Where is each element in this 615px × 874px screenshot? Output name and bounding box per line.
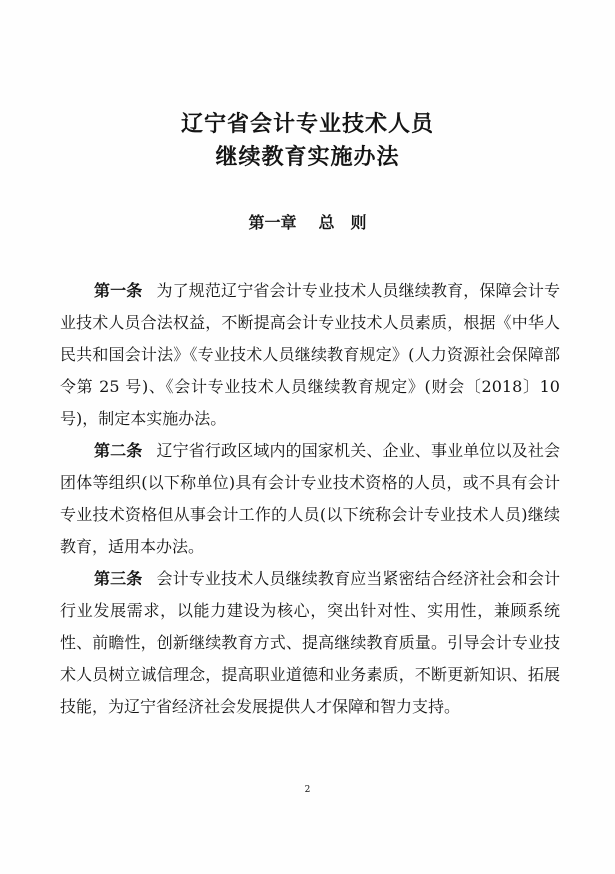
article-1-text: 为了规范辽宁省会计专业技术人员继续教育，保障会计专业技术人员合法权益，不断提高会计专业技术人员素质，根据《中华人民共和国会计法》《专业技术人员继续教育规定》(人力资源社会保障部令第 25 号)、《会计专业技术人员继续教育规定》(财会〔2018〕10 号)，制定本实施办法。 bbox=[60, 281, 560, 428]
article-3-text: 会计专业技术人员继续教育应当紧密结合经济社会和会计行业发展需求，以能力建设为核心，突出针对性、实用性，兼顾系统性、前瞻性，创新继续教育方式、提高继续教育质量。引导会计专业技术人员树立诚信理念，提高职业道德和业务素质，不断更新知识、拓展技能，为辽宁省经济社会发展提供人才保障和智力支持。 bbox=[60, 569, 560, 716]
document-title-line-1: 辽宁省会计专业技术人员 bbox=[180, 112, 434, 137]
chapter-name-part-1: 总 bbox=[318, 213, 335, 232]
article-2-label: 第二条 bbox=[94, 441, 143, 460]
article-1 bbox=[60, 275, 560, 435]
chapter-name-part-2: 则 bbox=[350, 213, 367, 232]
article-3 bbox=[60, 563, 560, 723]
article-2-text: 辽宁省行政区域内的国家机关、企业、事业单位以及社会团体等组织(以下称单位)具有会计专业技术资格的人员，或不具有会计专业技术资格但从事会计工作的人员(以下统称会计专业技术人员)继续教育，适用本办法。 bbox=[60, 441, 560, 556]
page-number: 2 bbox=[304, 785, 311, 795]
chapter-number: 第一章 bbox=[248, 213, 297, 232]
article-3-label: 第三条 bbox=[94, 569, 143, 588]
article-2 bbox=[60, 435, 560, 563]
article-1-label: 第一条 bbox=[94, 281, 143, 300]
document-title-line-2: 继续教育实施办法 bbox=[215, 145, 400, 170]
chapter-heading bbox=[0, 211, 615, 235]
